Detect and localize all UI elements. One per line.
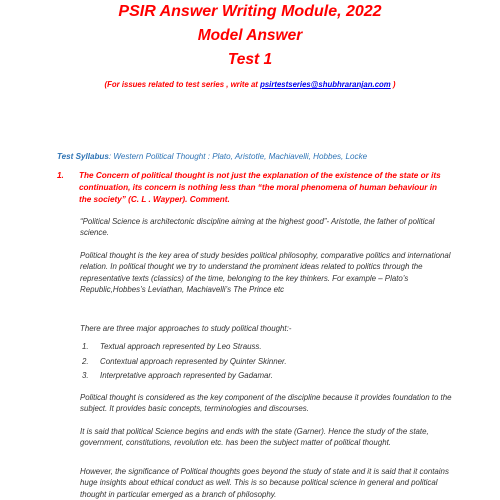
answer-paragraph: “Political Science is architectonic discipline aiming at the highest good”- Aristotle, the father of political science. <box>80 217 435 238</box>
test-heading: Test 1 <box>227 51 273 68</box>
answer-paragraph: There are three major approaches to study political thought:- <box>80 324 292 333</box>
answer-paragraph: Political thought is the key area of study besides political philosophy, comparative politics and international relation. In political thought we try to understand the prominent ideas related to politics through the representative texts (classics) of the time, belonging to the key thinkers. For example – Plato’s Republic,Hobbes’s Leviathan, Machiavelli’s The Prince etc <box>80 251 451 294</box>
list-text: Interpretative approach represented by Gadamar. <box>100 371 273 380</box>
question-number: 1. <box>57 171 64 180</box>
list-text: Textual approach represented by Leo Strauss. <box>100 342 262 351</box>
answer-paragraph: However, the significance of Political thoughts goes beyond the study of state and it is said that it contains huge insights about ethical conduct as well. This is so because political science in general and political thought in particular emerged as a branch of philosophy. <box>80 467 449 499</box>
question <box>57 170 451 207</box>
list-text: Contextual approach represented by Quinter Skinner. <box>100 356 287 366</box>
list-number: 3. <box>82 371 89 380</box>
approaches-list <box>80 340 452 384</box>
answer-paragraph: Political thought is considered as the key component of the discipline because it provides foundation to the subject. It provides basic concepts, terminologies and discourses. <box>80 393 452 414</box>
issues-prefix: (For issues related to test series , write at <box>104 80 261 89</box>
answer-paragraph: It is said that political Science begins and ends with the state (Garner). Hence the study of the state, government, constitutions, revolution etc. has been the subject matter of political thought. <box>80 427 429 448</box>
issues-suffix: ) <box>390 80 396 89</box>
question-text: The Concern of political thought is not just the explanation of the existence of the state or its continuation, its concern is nothing less than “the moral phenomena of human behaviour in the society” (C. L . Wayper). Comment. <box>79 171 441 205</box>
list-number: 2. <box>82 356 89 366</box>
issues-note <box>0 80 500 89</box>
syllabus-text: : Western Political Thought : Plato, Aristotle, Machiavelli, Hobbes, Locke <box>108 152 368 161</box>
module-title: PSIR Answer Writing Module, 2022 <box>118 3 382 20</box>
list-item <box>80 369 452 384</box>
test-syllabus <box>57 152 367 161</box>
list-item <box>80 340 452 355</box>
list-number: 1. <box>82 342 89 351</box>
email-link[interactable]: psirtestseries@shubhraranjan.com <box>260 80 391 89</box>
syllabus-label: Test Syllabus <box>57 152 109 161</box>
model-answer-heading: Model Answer <box>197 27 303 44</box>
list-item <box>80 355 452 370</box>
